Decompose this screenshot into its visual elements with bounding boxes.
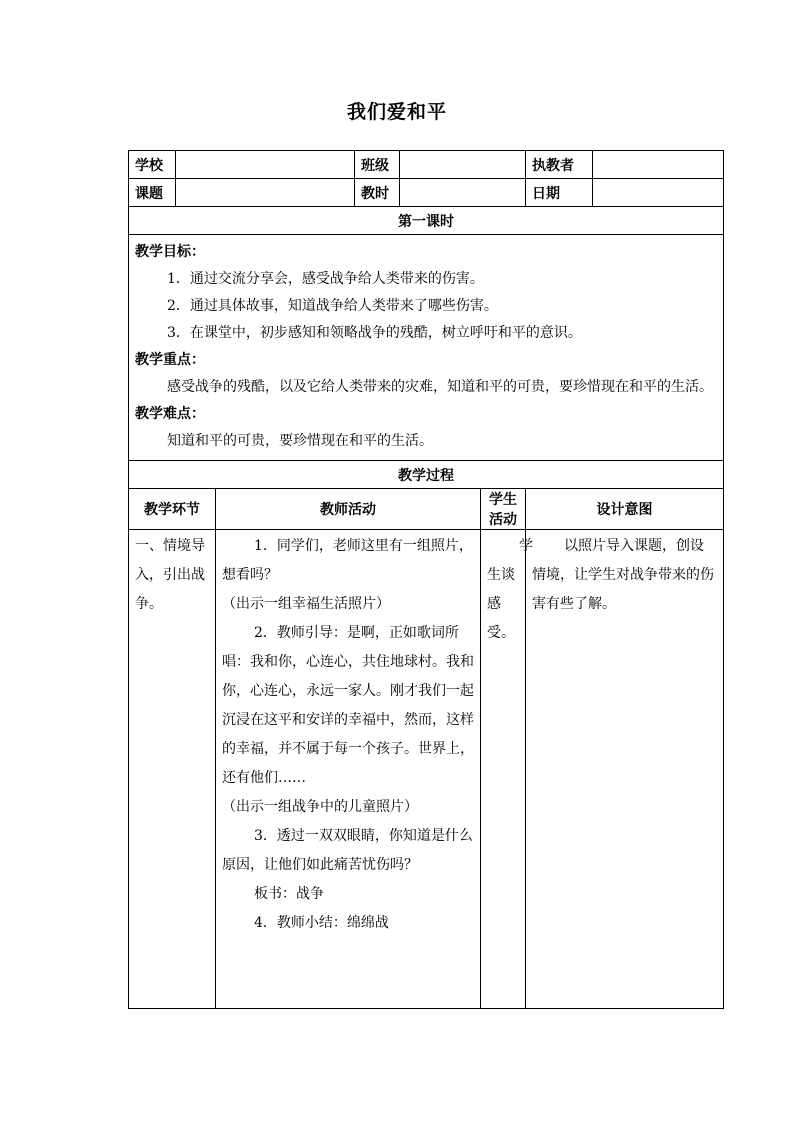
school-field[interactable]: [176, 151, 355, 179]
design-intent-cell: [526, 530, 724, 1009]
column-header-intent: 设计意图: [526, 489, 724, 530]
student-activity-text: 学生谈感受。: [487, 538, 533, 641]
teacher-label: 执教者: [526, 151, 593, 179]
process-column-headers: [129, 489, 724, 530]
date-label: 日期: [526, 179, 593, 207]
header-row-2: [129, 179, 724, 207]
teacher-step: （出示一组幸福生活照片）: [222, 596, 390, 612]
topic-label: 课题: [129, 179, 176, 207]
teacher-step: （出示一组战争中的儿童照片）: [222, 799, 418, 815]
teacher-step: 板书：战争: [254, 886, 324, 902]
lesson-title: 第一课时: [129, 207, 724, 235]
lesson-time-label: 教时: [355, 179, 400, 207]
process-row: [129, 530, 724, 1009]
document-title: 我们爱和平: [346, 101, 447, 123]
school-label: 学校: [129, 151, 176, 179]
key-points-heading: 教学重点：: [135, 352, 205, 368]
teacher-step: 2．教师引导：是啊，正如歌词所唱：我和你，心连心，共住地球村。我和你，心连心，永远一家人。刚才我们一起沉浸在这平和安详的幸福中，然而，这样的幸福，并不属于每一个孩子。世界上，还有他们……: [222, 625, 474, 786]
student-activity-cell: [481, 530, 533, 1009]
process-title-row: [129, 461, 724, 489]
date-field[interactable]: [593, 179, 724, 207]
teacher-field[interactable]: [593, 151, 724, 179]
process-heading: 教学过程: [129, 461, 724, 489]
key-points-text: 感受战争的残酷，以及它给人类带来的灾难，知道和平的可贵，要珍惜现在和平的生活。: [167, 379, 713, 395]
class-label: 班级: [355, 151, 400, 179]
stage-cell: [129, 530, 216, 1009]
difficulties-text: 知道和平的可贵，要珍惜现在和平的生活。: [167, 433, 433, 449]
objective-item: 1．通过交流分享会，感受战争给人类带来的伤害。: [167, 271, 484, 287]
design-intent-text: 以照片导入课题，创设情境，让学生对战争带来的伤害有些了解。: [532, 538, 714, 612]
class-field[interactable]: [400, 151, 526, 179]
lesson-title-row: [129, 207, 724, 235]
objectives-block: [129, 235, 724, 461]
teacher-step: 3．透过一双双眼睛，你知道是什么原因，让他们如此痛苦忧伤吗？: [222, 828, 473, 873]
teacher-step: 4．教师小结：绵绵战: [254, 915, 389, 931]
teacher-step: 1．同学们，老师这里有一组照片，想看吗？: [222, 538, 473, 583]
column-header-student: 学生活动: [481, 489, 526, 530]
teacher-activity-cell: [216, 530, 481, 1009]
objectives-heading: 教学目标：: [135, 244, 205, 260]
header-row-1: [129, 151, 724, 179]
objectives-row: [129, 235, 724, 461]
stage-text: 一、情境导入，引出战争。: [135, 538, 205, 612]
topic-field[interactable]: [176, 179, 355, 207]
difficulties-heading: 教学难点：: [135, 406, 205, 422]
lesson-plan-table: [128, 150, 724, 1009]
objective-item: 3．在课堂中，初步感知和领略战争的残酷，树立呼吁和平的意识。: [167, 325, 582, 341]
objective-item: 2．通过具体故事，知道战争给人类带来了哪些伤害。: [167, 298, 498, 314]
column-header-stage: 教学环节: [129, 489, 216, 530]
column-header-teacher: 教师活动: [216, 489, 481, 530]
lesson-time-field[interactable]: [400, 179, 526, 207]
